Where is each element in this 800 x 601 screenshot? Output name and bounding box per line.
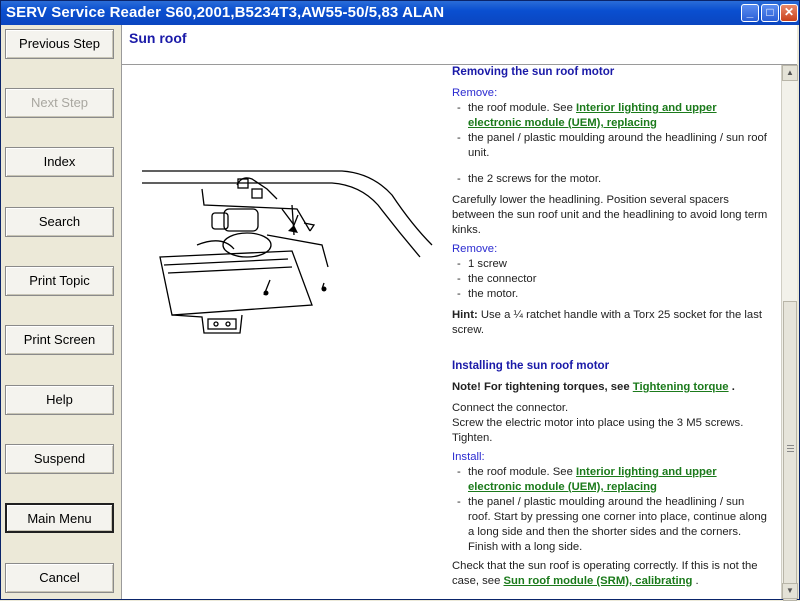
suspend-button[interactable]: Suspend bbox=[5, 444, 114, 474]
remove-item-screws: - the 2 screws for the motor. bbox=[452, 172, 770, 187]
window-title: SERV Service Reader S60,2001,B5234T3,AW55-50/5,83 ALAN bbox=[6, 4, 445, 21]
remove2-item-screw: - 1 screw bbox=[452, 257, 770, 272]
screw-text: Screw the electric motor into place using the 3 M5 screws. Tighten. bbox=[452, 417, 744, 444]
note-body: Note! For tightening torques, see bbox=[452, 381, 633, 393]
index-button[interactable]: Index bbox=[5, 147, 114, 177]
remove2-item-motor: - the motor. bbox=[452, 287, 770, 302]
help-button[interactable]: Help bbox=[5, 385, 114, 415]
install-item-panel: - the panel / plastic moulding around the headlining / sun roof. Start by pressing one corner into place, continue along a long side and then the shorter sides and the corners. Finish with a long side. bbox=[452, 495, 770, 555]
remove-item-panel: - the panel / plastic moulding around the headlining / sun roof unit. bbox=[452, 131, 770, 161]
minimize-icon[interactable]: _ bbox=[741, 4, 759, 22]
connect-text: Connect the connector. bbox=[452, 402, 569, 414]
topic-header bbox=[121, 25, 797, 65]
scroll-up-icon[interactable]: ▲ bbox=[782, 65, 798, 81]
scroll-down-icon[interactable]: ▼ bbox=[782, 583, 798, 599]
print-screen-button[interactable]: Print Screen bbox=[5, 325, 114, 355]
note-suffix: . bbox=[728, 381, 735, 393]
hint-body: Use a ¼ ratchet handle with a Torx 25 socket for the last screw. bbox=[452, 309, 762, 336]
tightening-torque-link[interactable]: Tightening torque bbox=[632, 381, 729, 393]
check-suffix: . bbox=[692, 575, 699, 587]
srm-calibrating-link[interactable]: Sun roof module (SRM), calibrating bbox=[503, 575, 693, 587]
grip-icon bbox=[787, 445, 794, 454]
close-icon[interactable]: ✕ bbox=[780, 4, 798, 22]
check-text bbox=[452, 559, 770, 589]
main-menu-button[interactable]: Main Menu bbox=[5, 503, 114, 533]
scroll-thumb[interactable] bbox=[783, 301, 797, 601]
check-body: Check that the sun roof is operating correctly. If this is not the case, see bbox=[452, 560, 758, 587]
next-step-button[interactable]: Next Step bbox=[5, 88, 114, 118]
remove-item-roof-module-text: the roof module. See bbox=[468, 102, 577, 114]
sun-roof-motor-illustration bbox=[142, 165, 442, 355]
remove2-label: Remove: bbox=[452, 243, 498, 255]
note-text bbox=[452, 380, 770, 395]
search-button[interactable]: Search bbox=[5, 207, 114, 237]
title-bar[interactable] bbox=[1, 1, 799, 25]
remove-label: Remove: bbox=[452, 87, 498, 99]
hint-label: Hint: bbox=[452, 309, 478, 321]
install-item-roof-module bbox=[452, 465, 770, 495]
uem-replacing-link[interactable]: Interior lighting and upper electronic module (UEM), replacing bbox=[468, 102, 717, 129]
print-topic-button[interactable]: Print Topic bbox=[5, 266, 114, 296]
remove2-item-connector: - the connector bbox=[452, 272, 770, 287]
lower-headlining-text: Carefully lower the headlining. Position several spacers between the sun roof unit and the headlining to avoid long term kinks. bbox=[452, 194, 768, 236]
maximize-icon[interactable]: □ bbox=[761, 4, 779, 22]
install-item-roof-module-text: the roof module. See bbox=[468, 466, 577, 478]
vertical-scrollbar[interactable] bbox=[781, 65, 797, 599]
uem-replacing-link-2[interactable]: Interior lighting and upper electronic module (UEM), replacing bbox=[468, 466, 717, 493]
cancel-button[interactable]: Cancel bbox=[5, 563, 114, 593]
content-pane bbox=[121, 65, 781, 599]
remove-item-roof-module bbox=[452, 101, 770, 131]
install-label: Install: bbox=[452, 451, 485, 463]
previous-step-button[interactable]: Previous Step bbox=[5, 29, 114, 59]
topic-title: Sun roof bbox=[129, 30, 187, 46]
removing-section-title: Removing the sun roof motor bbox=[452, 65, 615, 78]
installing-section-title: Installing the sun roof motor bbox=[452, 359, 610, 372]
nav-sidebar bbox=[1, 25, 121, 599]
hint-text bbox=[452, 308, 770, 338]
